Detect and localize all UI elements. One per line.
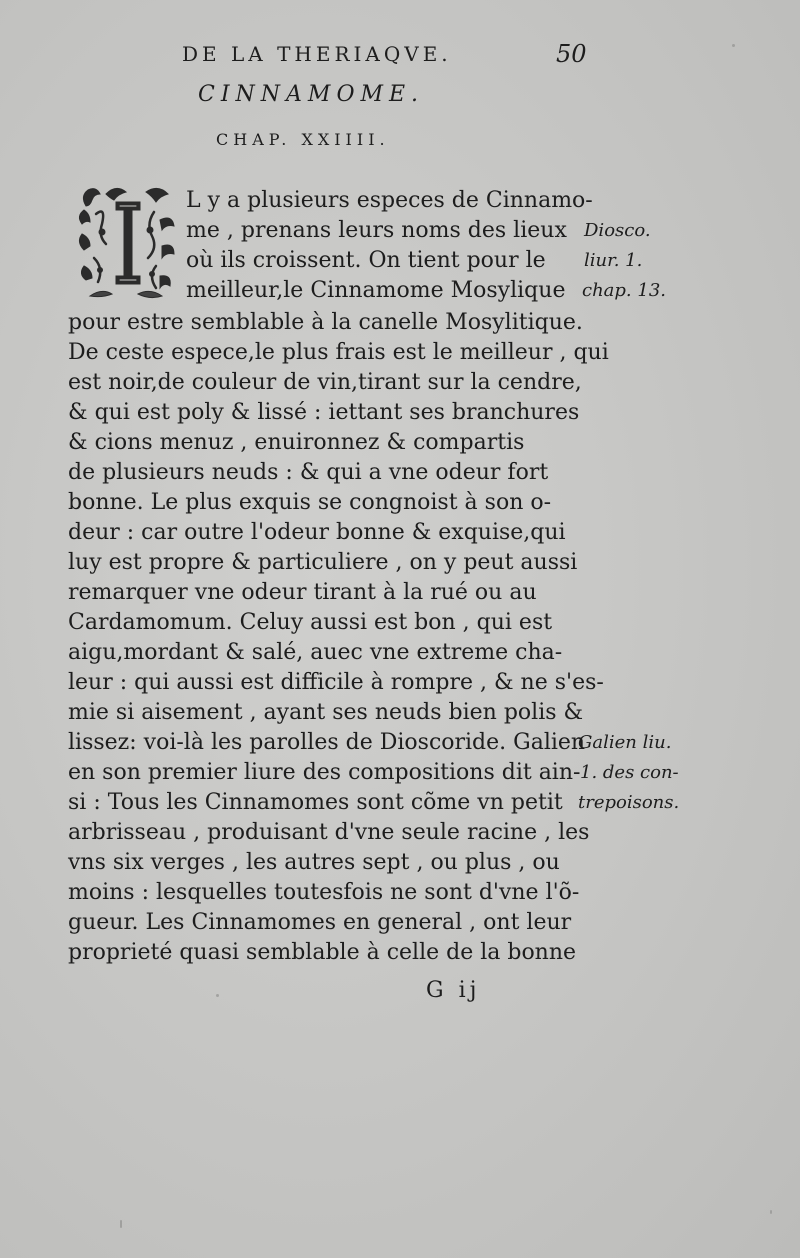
text-line: leur : qui aussi est difficile à rompre , & ne s'es- — [68, 670, 604, 695]
text-line: mie si aisement , ayant ses neuds bien polis & — [68, 700, 584, 725]
section-title: CINNAMOME. — [198, 82, 425, 107]
text-line: où ils croissent. On tient pour le — [186, 248, 546, 273]
margin-note: 1. des con- — [580, 762, 679, 783]
running-title: DE LA THERIAQVE. — [182, 42, 452, 66]
margin-note: Diosco. — [584, 220, 651, 241]
text-line: en son premier liure des compositions dit ain- — [68, 760, 581, 785]
text-line: & qui est poly & lissé : iettant ses branchures — [68, 400, 580, 425]
text-line: lissez: voi-là les parolles de Dioscoride. Galien — [68, 730, 586, 755]
text-line: proprieté quasi semblable à celle de la bonne — [68, 940, 577, 965]
ornamental-initial-icon — [76, 184, 178, 302]
text-line: bonne. Le plus exquis se congnoist à son o- — [68, 490, 552, 515]
text-line: vns six verges , les autres sept , ou plus , ou — [68, 850, 560, 875]
paper-speck — [216, 994, 219, 997]
text-line: est noir,de couleur de vin,tirant sur la cendre, — [68, 370, 582, 395]
text-line: meilleur,le Cinnamome Mosylique — [186, 278, 566, 303]
text-line: de plusieurs neuds : & qui a vne odeur fort — [68, 460, 549, 485]
text-line: me , prenans leurs noms des lieux — [186, 218, 567, 243]
text-line: si : Tous les Cinnamomes sont cõme vn petit — [68, 790, 563, 815]
margin-note: liur. 1. — [584, 250, 643, 271]
margin-note: trepoisons. — [578, 792, 680, 813]
margin-note: chap. 13. — [582, 280, 666, 301]
text-line: deur : car outre l'odeur bonne & exquise,qui — [68, 520, 566, 545]
text-line: De ceste espece,le plus frais est le meilleur , qui — [68, 340, 609, 365]
paper-speck — [770, 1210, 772, 1214]
text-line: L y a plusieurs especes de Cinnamo- — [186, 188, 593, 213]
page-number: 50 — [556, 40, 587, 68]
text-line: aigu,mordant & salé, auec vne extreme cha- — [68, 640, 563, 665]
signature-mark: G ij — [426, 978, 481, 1003]
text-line: & cions menuz , enuironnez & compartis — [68, 430, 525, 455]
text-line: pour estre semblable à la canelle Mosylitique. — [68, 310, 583, 335]
chapter-heading: CHAP. XXIIII. — [216, 130, 390, 149]
paper-speck — [732, 44, 735, 47]
text-line: remarquer vne odeur tirant à la rué ou au — [68, 580, 537, 605]
text-line: arbrisseau , produisant d'vne seule racine , les — [68, 820, 590, 845]
text-line: luy est propre & particuliere , on y peut aussi — [68, 550, 578, 575]
text-line: moins : lesquelles toutesfois ne sont d'vne l'õ- — [68, 880, 580, 905]
margin-note: Galien liu. — [578, 732, 672, 753]
text-line: gueur. Les Cinnamomes en general , ont leur — [68, 910, 572, 935]
text-line: Cardamomum. Celuy aussi est bon , qui est — [68, 610, 553, 635]
paper-speck — [120, 1220, 122, 1228]
